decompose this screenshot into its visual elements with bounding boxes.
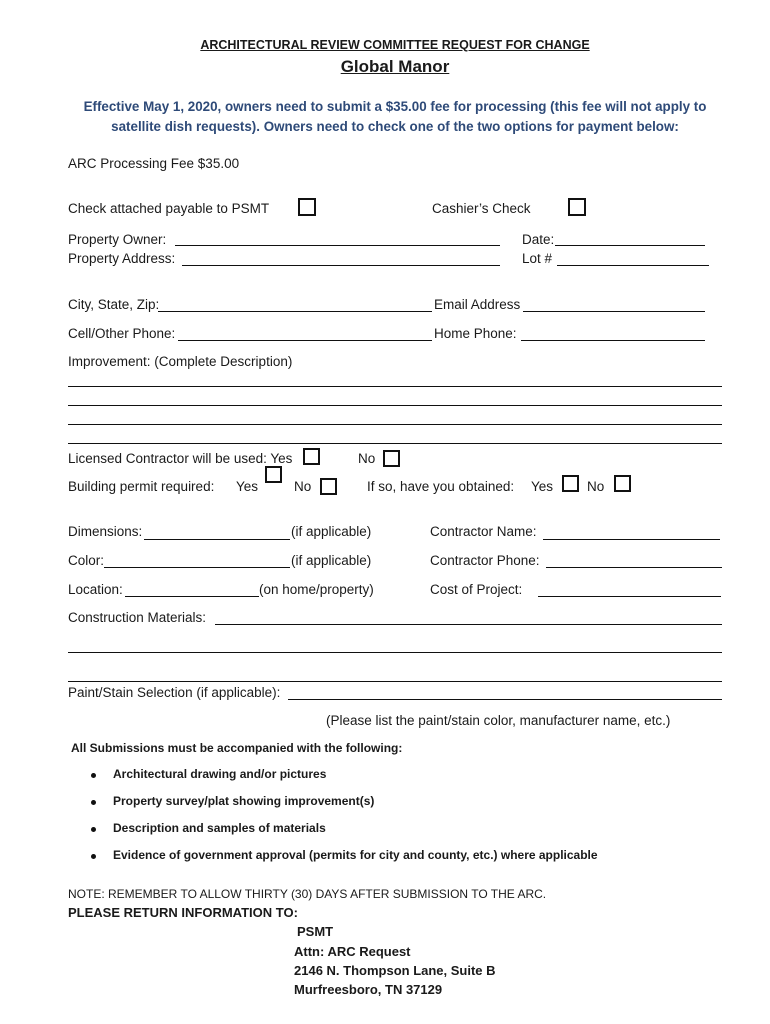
paint-label: Paint/Stain Selection (if applicable): bbox=[68, 685, 281, 700]
location-field[interactable] bbox=[125, 596, 259, 597]
materials-label: Construction Materials: bbox=[68, 610, 207, 625]
check-payment-label: Check attached payable to PSMT bbox=[68, 201, 270, 216]
page-title: Global Manor bbox=[340, 57, 450, 76]
improvement-line-1[interactable] bbox=[68, 386, 722, 387]
property-address-label: Property Address: bbox=[68, 251, 176, 266]
materials-line-3[interactable] bbox=[68, 681, 722, 682]
licensed-contractor-label: Licensed Contractor will be used: Yes bbox=[68, 451, 293, 466]
date-field[interactable] bbox=[555, 245, 705, 246]
lot-label: Lot # bbox=[522, 251, 553, 266]
cashiers-check-checkbox[interactable] bbox=[568, 198, 586, 216]
permit-required-label: Building permit required: bbox=[68, 479, 215, 494]
contractor-phone-field[interactable] bbox=[546, 567, 722, 568]
return-address-line: 2146 N. Thompson Lane, Suite B bbox=[294, 963, 496, 978]
improvement-line-2[interactable] bbox=[68, 405, 722, 406]
reminder-note: NOTE: REMEMBER TO ALLOW THIRTY (30) DAYS AFTER SUBMISSION TO THE ARC. bbox=[68, 887, 547, 901]
fee-notice-line1: Effective May 1, 2020, owners need to submit a $35.00 fee for processing (this fee will not apply to bbox=[83, 99, 707, 114]
obtained-yes-checkbox[interactable] bbox=[562, 475, 579, 492]
color-label: Color: bbox=[68, 553, 105, 568]
location-label: Location: bbox=[68, 582, 123, 597]
property-owner-field[interactable] bbox=[175, 245, 500, 246]
submission-item: Evidence of government approval (permits for city and county, etc.) where applicable bbox=[113, 848, 598, 862]
return-label: PLEASE RETURN INFORMATION TO: bbox=[68, 905, 298, 920]
bullet-icon bbox=[91, 773, 96, 778]
property-owner-label: Property Owner: bbox=[68, 232, 167, 247]
cell-phone-field[interactable] bbox=[178, 340, 432, 341]
lot-field[interactable] bbox=[557, 265, 709, 266]
cashiers-check-label: Cashier’s Check bbox=[432, 201, 531, 216]
licensed-no-label: No bbox=[358, 451, 376, 466]
obtained-no-label: No bbox=[587, 479, 605, 494]
contractor-phone-label: Contractor Phone: bbox=[430, 553, 540, 568]
dimensions-field[interactable] bbox=[144, 539, 290, 540]
return-address-line: PSMT bbox=[297, 924, 334, 939]
obtained-no-checkbox[interactable] bbox=[614, 475, 631, 492]
dimensions-label: Dimensions: bbox=[68, 524, 143, 539]
paint-field[interactable] bbox=[288, 699, 722, 700]
permit-no-checkbox[interactable] bbox=[320, 478, 337, 495]
improvement-label: Improvement: (Complete Description) bbox=[68, 354, 293, 369]
paint-note: (Please list the paint/stain color, manufacturer name, etc.) bbox=[326, 713, 671, 728]
color-note: (if applicable) bbox=[291, 553, 372, 568]
color-field[interactable] bbox=[104, 567, 290, 568]
submission-item: Property survey/plat showing improvement(s) bbox=[113, 794, 375, 808]
cell-phone-label: Cell/Other Phone: bbox=[68, 326, 176, 341]
form-header: ARCHITECTURAL REVIEW COMMITTEE REQUEST FOR CHANGE bbox=[200, 38, 590, 52]
permit-yes-label: Yes bbox=[236, 479, 259, 494]
cost-field[interactable] bbox=[538, 596, 721, 597]
city-state-zip-label: City, State, Zip: bbox=[68, 297, 160, 312]
city-state-zip-field[interactable] bbox=[158, 311, 432, 312]
licensed-no-checkbox[interactable] bbox=[383, 450, 400, 467]
dimensions-note: (if applicable) bbox=[291, 524, 372, 539]
improvement-line-4[interactable] bbox=[68, 443, 722, 444]
contractor-name-field[interactable] bbox=[543, 539, 720, 540]
home-phone-field[interactable] bbox=[521, 340, 705, 341]
fee-notice-line2: satellite dish requests). Owners need to check one of the two options for payment below: bbox=[111, 119, 679, 134]
fee-label: ARC Processing Fee $35.00 bbox=[68, 156, 240, 171]
improvement-line-3[interactable] bbox=[68, 424, 722, 425]
materials-field[interactable] bbox=[215, 624, 722, 625]
date-label: Date: bbox=[522, 232, 555, 247]
property-address-field[interactable] bbox=[182, 265, 500, 266]
contractor-name-label: Contractor Name: bbox=[430, 524, 537, 539]
submission-item: Architectural drawing and/or pictures bbox=[113, 767, 327, 781]
obtained-label: If so, have you obtained: bbox=[367, 479, 515, 494]
email-field[interactable] bbox=[523, 311, 705, 312]
return-address-line: Attn: ARC Request bbox=[294, 944, 411, 959]
permit-no-label: No bbox=[294, 479, 312, 494]
home-phone-label: Home Phone: bbox=[434, 326, 517, 341]
materials-line-2[interactable] bbox=[68, 652, 722, 653]
return-address-line: Murfreesboro, TN 37129 bbox=[294, 982, 443, 997]
obtained-yes-label: Yes bbox=[531, 479, 554, 494]
bullet-icon bbox=[91, 800, 96, 805]
check-payment-checkbox[interactable] bbox=[298, 198, 316, 216]
bullet-icon bbox=[91, 854, 96, 859]
submissions-heading: All Submissions must be accompanied with the following: bbox=[71, 741, 403, 755]
bullet-icon bbox=[91, 827, 96, 832]
licensed-yes-checkbox[interactable] bbox=[303, 448, 320, 465]
email-label: Email Address bbox=[434, 297, 521, 312]
permit-yes-checkbox[interactable] bbox=[265, 466, 282, 483]
submission-item: Description and samples of materials bbox=[113, 821, 326, 835]
location-note: (on home/property) bbox=[259, 582, 374, 597]
cost-label: Cost of Project: bbox=[430, 582, 523, 597]
